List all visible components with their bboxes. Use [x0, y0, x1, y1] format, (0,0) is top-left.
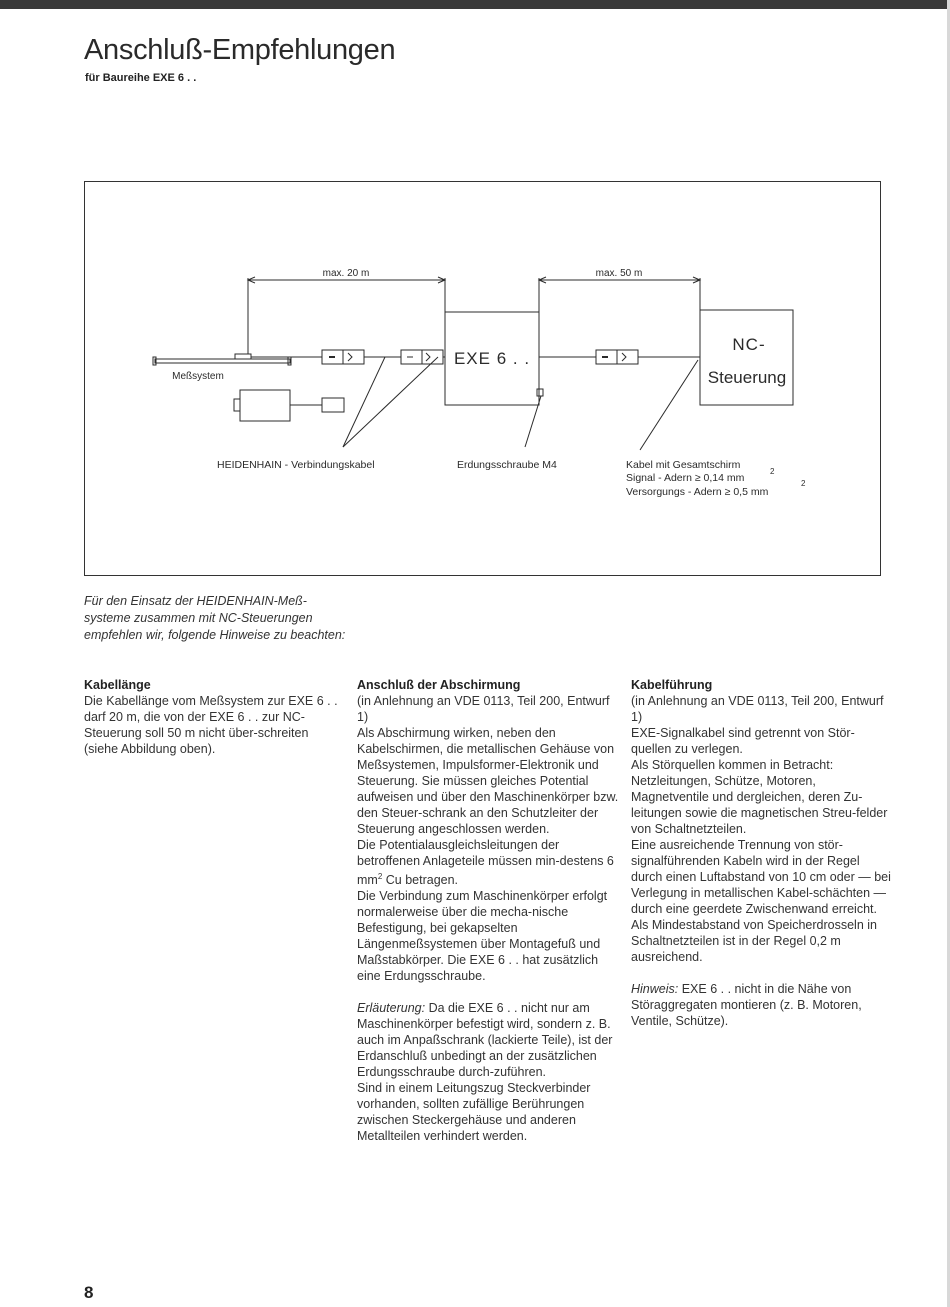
- routing-paragraph-2: Als Störquellen kommen in Betracht: Netzleitungen, Schütze, Motoren, Magnetventile und dergleichen, deren Zu-leitungen sowie die magnetischen Streu-felder von Schaltnetzteilen.: [631, 758, 888, 836]
- page-title: Anschluß-Empfehlungen: [84, 34, 396, 66]
- top-edge-bar: [0, 0, 950, 9]
- ground-screw-label: Erdungsschraube M4: [457, 459, 557, 471]
- note-label: Hinweis:: [631, 982, 679, 996]
- page-number: 8: [84, 1283, 94, 1302]
- dim-left-label: max. 20 m: [322, 268, 370, 279]
- scale-bar: [155, 359, 290, 363]
- heading-shield-connection: Anschluß der Abschirmung: [357, 678, 521, 692]
- column-shield-connection: [357, 677, 619, 1144]
- explanation-label: Erläuterung:: [357, 1001, 426, 1016]
- shield-cable-label-line2: Signal - Adern ≥ 0,14 mm: [626, 472, 745, 484]
- routing-paragraph-3: Eine ausreichende Trennung von stör-signalführenden Kabeln wird in der Regel durch einen Luftabstand von 10 cm oder — bei Verlegung in metallischen Kabel-schächten — durch eine geerdete Zwischenwand erreicht.: [631, 838, 891, 916]
- measuring-system-label: Meßsystem: [172, 371, 224, 382]
- leader-cable-1: [343, 357, 385, 447]
- ground-screw-terminal: [537, 389, 543, 396]
- shield-cable-label-line3: Versorgungs - Adern ≥ 0,5 mm: [626, 486, 769, 498]
- shield-paragraph-2: [357, 837, 619, 888]
- encoder-coupling: [322, 398, 344, 412]
- shield-cable-label-line1: Kabel mit Gesamtschirm: [626, 459, 741, 471]
- heading-cable-length: Kabellänge: [84, 678, 151, 692]
- superscript-supply: 2: [801, 479, 806, 488]
- exe-box-label: EXE 6 . .: [453, 349, 531, 368]
- dim-right-label: max. 50 m: [595, 268, 643, 279]
- explanation-text: Da die EXE 6 . . nicht nur am Maschinenkörper befestigt wird, sondern z. B. auch im Anpaßschrank (lackierte Teile), ist der Erdanschluß unbedingt an der zusätzlichen Erdungsschraube durch-zuführen.: [357, 1001, 613, 1080]
- shield-reference: (in Anlehnung an VDE 0113, Teil 200, Entwurf 1): [357, 694, 610, 724]
- shield-paragraph-3: Die Verbindung zum Maschinenkörper erfolgt normalerweise über die mecha-nische Befestigung, bei gekapselten Längenmeßsystemen über Montagefuß und Maßstabkörper. Die EXE 6 . . hat zusätzlich eine Erdungsschraube.: [357, 889, 608, 984]
- column-cable-routing: [631, 677, 893, 1029]
- scanning-head: [235, 354, 251, 359]
- column-cable-length: [84, 677, 344, 757]
- routing-paragraph-4: Als Mindestabstand von Speicherdrosseln in Schaltnetzteilen ist in der Regel 0,2 m ausreichend.: [631, 918, 877, 964]
- nc-box-outline: [700, 310, 793, 405]
- routing-reference: (in Anlehnung an VDE 0113, Teil 200, Entwurf 1): [631, 694, 884, 724]
- connection-diagram: [84, 181, 881, 576]
- superscript-signal: 2: [770, 467, 775, 476]
- superscript-mm2: 2: [377, 872, 383, 881]
- connection-diagram-svg: [85, 182, 882, 577]
- intro-text: Für den Einsatz der HEIDENHAIN-Meß-systeme zusammen mit NC-Steuerungen empfehlen wir, folgende Hinweise zu beachten:: [84, 594, 346, 642]
- routing-paragraph-1: EXE-Signalkabel sind getrennt von Stör-quellen zu verlegen.: [631, 726, 855, 756]
- shield-explanation: [357, 1000, 619, 1080]
- cable-label: HEIDENHAIN - Verbindungskabel: [217, 459, 375, 471]
- nc-label-line1: NC-: [732, 335, 766, 354]
- leader-ground: [525, 396, 541, 447]
- routing-note: [631, 981, 893, 1029]
- note-text: EXE 6 . . nicht in die Nähe von Störaggregaten montieren (z. B. Motoren, Ventile, Schütze).: [631, 982, 862, 1028]
- leader-cable-2: [343, 357, 438, 447]
- encoder-flange: [234, 399, 240, 411]
- rotary-encoder: [240, 390, 290, 421]
- nc-label-line2: Steuerung: [707, 368, 787, 387]
- shield-paragraph-2-start: Die Potentialausgleichsleitungen der betroffenen Anlageteile müssen min-destens 6 mm: [357, 838, 614, 888]
- leader-shield: [640, 360, 698, 450]
- page-subtitle: für Baureihe EXE 6 . .: [85, 72, 197, 84]
- shield-paragraph-1: Als Abschirmung wirken, neben den Kabelschirmen, die metallischen Gehäuse von Meßsystemen, Impulsformer-Elektronik und Steuerung. Sie müssen gleiches Potential aufweisen und über den Maschinenkörper bzw. den Steuer-schrank an den Schutzleiter der Steuerung angeschlossen werden.: [357, 726, 619, 836]
- shield-paragraph-4: Sind in einem Leitungszug Steckverbinder vorhanden, sollten zufällige Berührungen zwischen Steckergehäuse und anderen Metallteilen verhindert werden.: [357, 1081, 591, 1144]
- heading-cable-routing: Kabelführung: [631, 678, 713, 692]
- cable-length-text: Die Kabellänge vom Meßsystem zur EXE 6 . . darf 20 m, die von der EXE 6 . . zur NC-Steuerung soll 50 m nicht über-schreiten (siehe Abbildung oben).: [84, 694, 338, 756]
- shield-paragraph-2-end: Cu betragen.: [382, 873, 459, 888]
